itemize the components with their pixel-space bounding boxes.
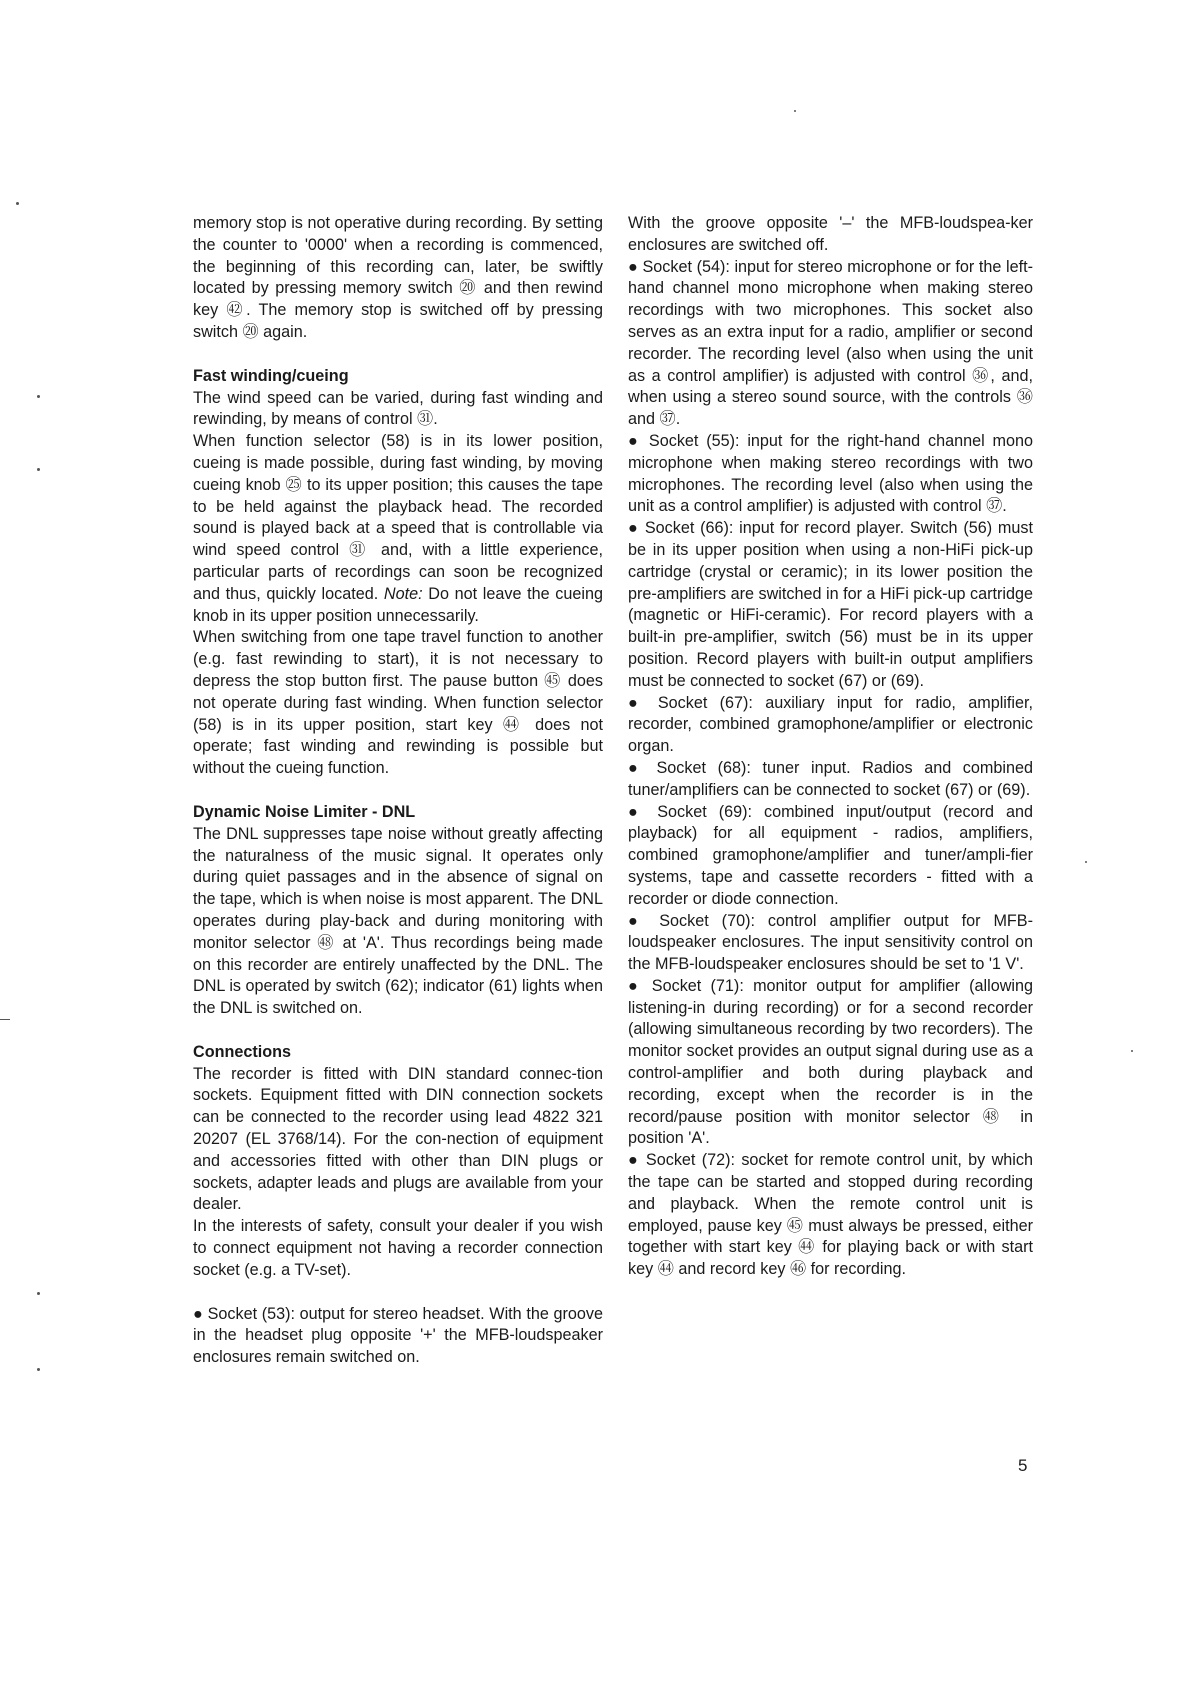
scan-speck	[37, 395, 40, 398]
connections-paragraph-2: In the interests of safety, consult your dealer if you wish to connect equipment not having a recorder connection socket (e.g. a TV-set).	[193, 1217, 603, 1279]
dnl-paragraph: The DNL suppresses tape noise without greatly affecting the naturalness of the music signal. It operates only during quiet passages and in the absence of signal on the tape, which is when noise is most apparent. The DNL operates during play-back and during monitoring with monitor selector ㊽ at 'A'. Thus recordings being made on this recorder are entirely unaffected by the DNL. The DNL is operated by switch (62); indicator (61) lights when the DNL is switched on.	[193, 824, 603, 1018]
scan-speck	[0, 1019, 10, 1020]
fast-winding-section	[193, 366, 603, 780]
fast-winding-paragraph-1: The wind speed can be varied, during fast winding and rewinding, by means of control ㉛.	[193, 388, 603, 429]
scan-speck	[37, 468, 40, 471]
right-column	[628, 213, 1033, 1281]
fast-winding-paragraph-2	[193, 431, 603, 627]
connections-section	[193, 1042, 603, 1369]
memory-stop-text	[193, 213, 603, 344]
fast-winding-heading: Fast winding/cueing	[193, 366, 349, 385]
socket-67-item: ● Socket (67): auxiliary input for radio, amplifier, recorder, combined gramophone/amplifier or electronic organ.	[628, 693, 1033, 758]
connections-heading: Connections	[193, 1042, 292, 1061]
scan-speck	[37, 1292, 40, 1295]
scan-speck	[1085, 861, 1087, 863]
left-column	[193, 213, 603, 1369]
socket-68-item: ● Socket (68): tuner input. Radios and combined tuner/amplifiers can be connected to socket (67) or (69).	[628, 758, 1033, 802]
scan-speck	[794, 110, 796, 112]
dnl-section	[193, 802, 603, 1020]
socket-list	[628, 213, 1033, 1281]
socket-70-item: ● Socket (70): control amplifier output for MFB-loudspeaker enclosures. The input sensitivity control on the MFB-loudspeaker enclosures should be set to '1 V'.	[628, 911, 1033, 976]
socket-53-item: ● Socket (53): output for stereo headset. With the groove in the headset plug opposite '+' the MFB-loudspeaker enclosures remain switched on.	[193, 1304, 603, 1369]
connections-paragraph-1: The recorder is fitted with DIN standard connec-tion sockets. Equipment fitted with DIN connection sockets can be connected to the recorder using lead 4822 321 20207 (EL 3768/14). For the con-nection of equipment and accessories fitted with other than DIN plugs or sockets, adapter leads and plugs are available from your dealer.	[193, 1064, 603, 1214]
socket-55-item: ● Socket (55): input for the right-hand channel mono microphone when making stereo recordings with two microphones. The recording level (also when using the unit as a control amplifier) is adjusted with control ㊲.	[628, 431, 1033, 518]
scan-speck	[16, 202, 19, 205]
page-number: 5	[1018, 1456, 1028, 1475]
note-label: Note:	[383, 584, 423, 603]
scan-speck	[37, 1368, 40, 1371]
cueing-text: When function selector (58) is in its lower position, cueing is made possible, during fast winding, by moving cueing knob ㉕ to its upper position; this causes the tape to be held against the playback head. The recorded sound is played back at a speed that is controllable via wind speed control ㉛ and, with a little experience, particular parts of recordings can soon be recognized and thus, quickly located.	[193, 432, 603, 603]
socket-72-item: ● Socket (72): socket for remote control unit, by which the tape can be started and stopped during recording and playback. When the remote control unit is employed, pause key ㊺ must always be pressed, either together with start key ㊹ for playing back or with start key ㊹ and record key ㊻ for recording.	[628, 1150, 1033, 1281]
socket-69-item: ● Socket (69): combined input/output (record and playback) for all equipment - radios, amplifiers, combined gramophone/amplifier and tuner/ampli-fier systems, tape and cassette recorders - fitted with a recorder or diode connection.	[628, 802, 1033, 911]
socket-66-item: ● Socket (66): input for record player. Switch (56) must be in its upper position when using a non-HiFi pick-up cartridge (crystal or ceramic); in its lower position the pre-amplifiers are switched in for a HiFi pick-up cartridge (magnetic or HiFi-ceramic). For record players with a built-in pre-amplifier, switch (56) must be in its upper position. Record players with built-in output amplifiers must be connected to socket (67) or (69).	[628, 518, 1033, 692]
socket-71-item: ● Socket (71): monitor output for amplifier (allowing listening-in during recording) or for a second recorder (allowing simultaneous recording by two recorders). The monitor socket provides an output signal during use as a control-amplifier and both during playback and recording, except when the recorder is in the record/pause position with monitor selector ㊽ in position 'A'.	[628, 976, 1033, 1150]
groove-paragraph: With the groove opposite '–' the MFB-loudspea-ker enclosures are switched off.	[628, 214, 1033, 254]
fast-winding-paragraph-3: When switching from one tape travel function to another (e.g. fast rewinding to start), it is not necessary to depress the stop button first. The pause button ㊺ does not operate during fast winding. When function selector (58) is in its upper position, start key ㊹ does not operate; fast winding and rewinding is possible but without the cueing function.	[193, 628, 603, 778]
dnl-heading: Dynamic Noise Limiter - DNL	[193, 802, 416, 821]
memory-stop-paragraph: memory stop is not operative during recording. By setting the counter to '0000' when a recording is commenced, the beginning of this recording can, later, be swiftly located by pressing memory switch ⑳ and then rewind key ㊷. The memory stop is switched off by pressing switch ⑳ again.	[193, 214, 603, 341]
note-text: Do not leave the cueing knob in its upper position unnecessarily.	[193, 584, 603, 625]
scan-speck	[1131, 1050, 1133, 1052]
socket-54-item: ● Socket (54): input for stereo microphone or for the left-hand channel mono microphone when making stereo recordings with two microphones. This socket also serves as an extra input for a radio, amplifier or second recorder. The recording level (also when using the unit as a control amplifier) is adjusted with control ㊱, and, when using a stereo sound source, with the controls ㊱ and ㊲.	[628, 257, 1033, 431]
